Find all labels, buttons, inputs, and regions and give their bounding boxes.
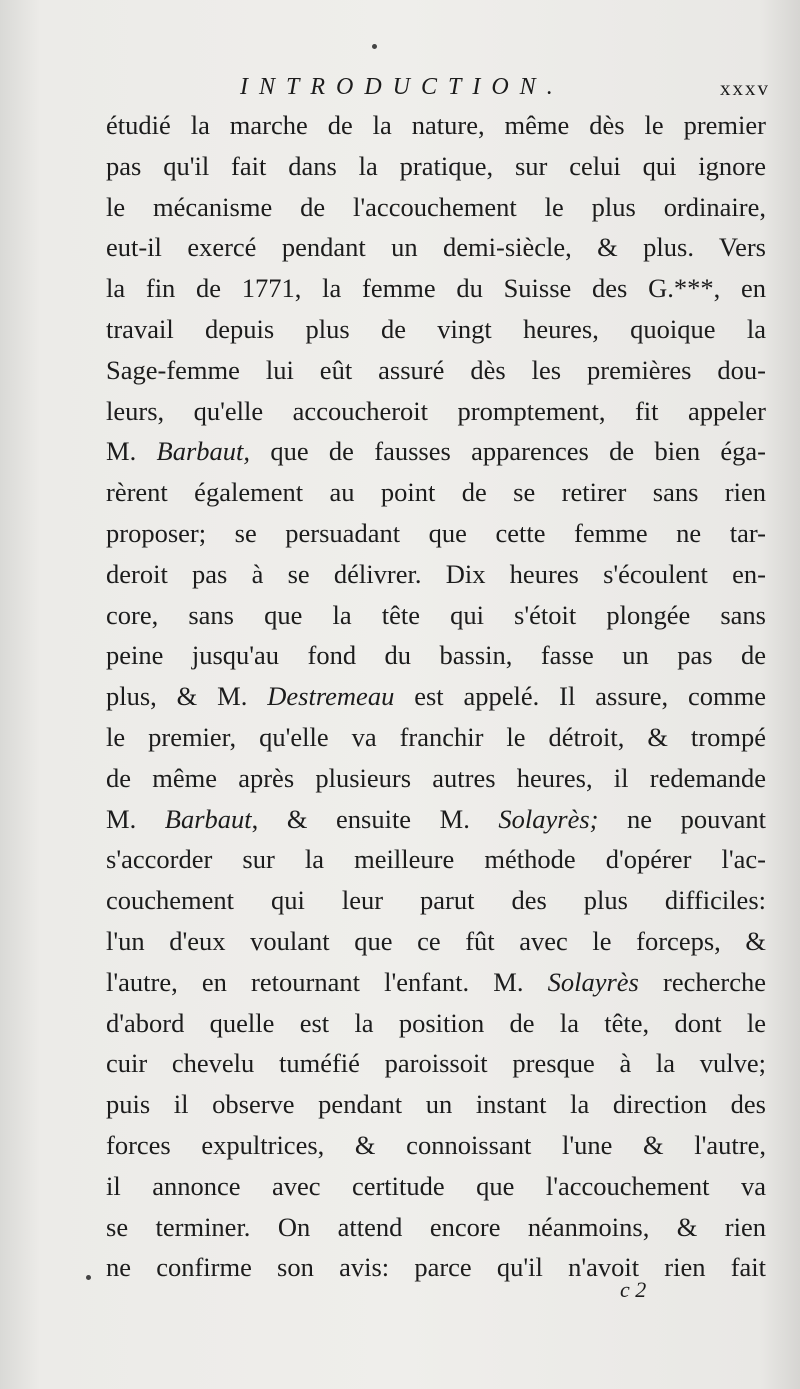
text-segment: il annonce avec certitude que l'accouchement va <box>106 1170 766 1201</box>
text-segment: cuir chevelu tuméfié paroissoit presque à la vulve; <box>106 1048 766 1079</box>
text-line <box>106 105 766 146</box>
text-segment: de même après plusieurs autres heures, il redemande <box>106 762 766 793</box>
text-segment: , & ensuite M. <box>251 803 499 834</box>
text-segment: puis il observe pendant un instant la direction des <box>106 1089 766 1120</box>
text-segment: le premier, qu'elle va franchir le détroit, & trompé <box>106 721 766 752</box>
text-line <box>106 1003 766 1044</box>
text-segment: rèrent également au point de se retirer sans rien <box>106 477 766 508</box>
text-line <box>106 513 766 554</box>
text-line <box>106 717 766 758</box>
text-line <box>106 472 766 513</box>
text-line <box>106 1207 766 1248</box>
body-text <box>106 105 766 1288</box>
text-line <box>106 268 766 309</box>
page-number: xxxv <box>720 76 770 100</box>
text-segment: est appelé. Il assure, comme <box>394 681 766 712</box>
text-line <box>106 227 766 268</box>
text-line <box>106 350 766 391</box>
text-line <box>106 839 766 880</box>
text-segment: M. <box>106 436 157 467</box>
text-line <box>106 1247 766 1288</box>
text-segment: pas qu'il fait dans la pratique, sur celui qui ignore <box>106 150 766 181</box>
text-segment: le mécanisme de l'accouchement le plus ordinaire, <box>106 191 766 222</box>
italic-name: Barbaut <box>164 803 252 834</box>
signature-mark: c 2 <box>620 1277 647 1302</box>
text-line <box>106 391 766 432</box>
text-line <box>106 1084 766 1125</box>
text-line <box>106 1125 766 1166</box>
text-line <box>106 554 766 595</box>
text-segment: proposer; se persuadant que cette femme ne tar- <box>106 517 766 548</box>
italic-name: Barbaut, <box>156 436 251 467</box>
text-line <box>106 431 766 472</box>
text-segment: peine jusqu'au fond du bassin, fasse un pas de <box>106 640 766 671</box>
text-segment: travail depuis plus de vingt heures, quoique la <box>106 313 766 344</box>
ink-speck <box>372 44 377 49</box>
text-line <box>106 880 766 921</box>
text-segment: l'un d'eux voulant que ce fût avec le forceps, & <box>106 925 766 956</box>
text-line <box>106 146 766 187</box>
text-segment: plus, & M. <box>106 681 268 712</box>
text-segment: ne pouvant <box>598 803 766 834</box>
text-line <box>106 758 766 799</box>
italic-name: Solayrès; <box>498 803 599 834</box>
text-segment: eut-il exercé pendant un demi-siècle, & plus. Vers <box>106 232 766 263</box>
text-line <box>106 799 766 840</box>
text-line <box>106 921 766 962</box>
text-segment: ne confirme son avis: parce qu'il n'avoit rien fait <box>106 1252 766 1283</box>
text-segment: leurs, qu'elle accoucheroit promptement, fit appeler <box>106 395 766 426</box>
text-segment: se terminer. On attend encore néanmoins, & rien <box>106 1211 766 1242</box>
text-segment: deroit pas à se délivrer. Dix heures s'écoulent en- <box>106 558 766 589</box>
text-segment: couchement qui leur parut des plus difficiles: <box>106 885 766 916</box>
running-head: INTRODUCTION. <box>240 74 564 100</box>
ink-speck <box>86 1275 91 1280</box>
italic-name: Solayrès <box>547 966 639 997</box>
text-segment: l'autre, en retournant l'enfant. M. <box>106 966 548 997</box>
text-line <box>106 676 766 717</box>
italic-name: Destremeau <box>267 681 395 712</box>
text-segment: recherche <box>638 966 766 997</box>
text-line <box>106 187 766 228</box>
text-line <box>106 1166 766 1207</box>
text-line <box>106 962 766 1003</box>
text-segment: core, sans que la tête qui s'étoit plongée sans <box>106 599 766 630</box>
text-segment: s'accorder sur la meilleure méthode d'opérer l'ac- <box>106 844 766 875</box>
page-header <box>240 74 770 104</box>
text-segment: forces expultrices, & connoissant l'une & l'autre, <box>106 1129 766 1160</box>
text-segment: d'abord quelle est la position de la tête, dont le <box>106 1007 766 1038</box>
text-segment: M. <box>106 803 165 834</box>
text-segment: Sage-femme lui eût assuré dès les premières dou- <box>106 354 766 385</box>
text-segment: que de fausses apparences de bien éga- <box>250 436 766 467</box>
text-line <box>106 1043 766 1084</box>
text-line <box>106 635 766 676</box>
text-segment: la fin de 1771, la femme du Suisse des G.***, en <box>106 273 766 304</box>
text-line <box>106 309 766 350</box>
text-segment: étudié la marche de la nature, même dès le premier <box>106 110 766 140</box>
text-line <box>106 595 766 636</box>
